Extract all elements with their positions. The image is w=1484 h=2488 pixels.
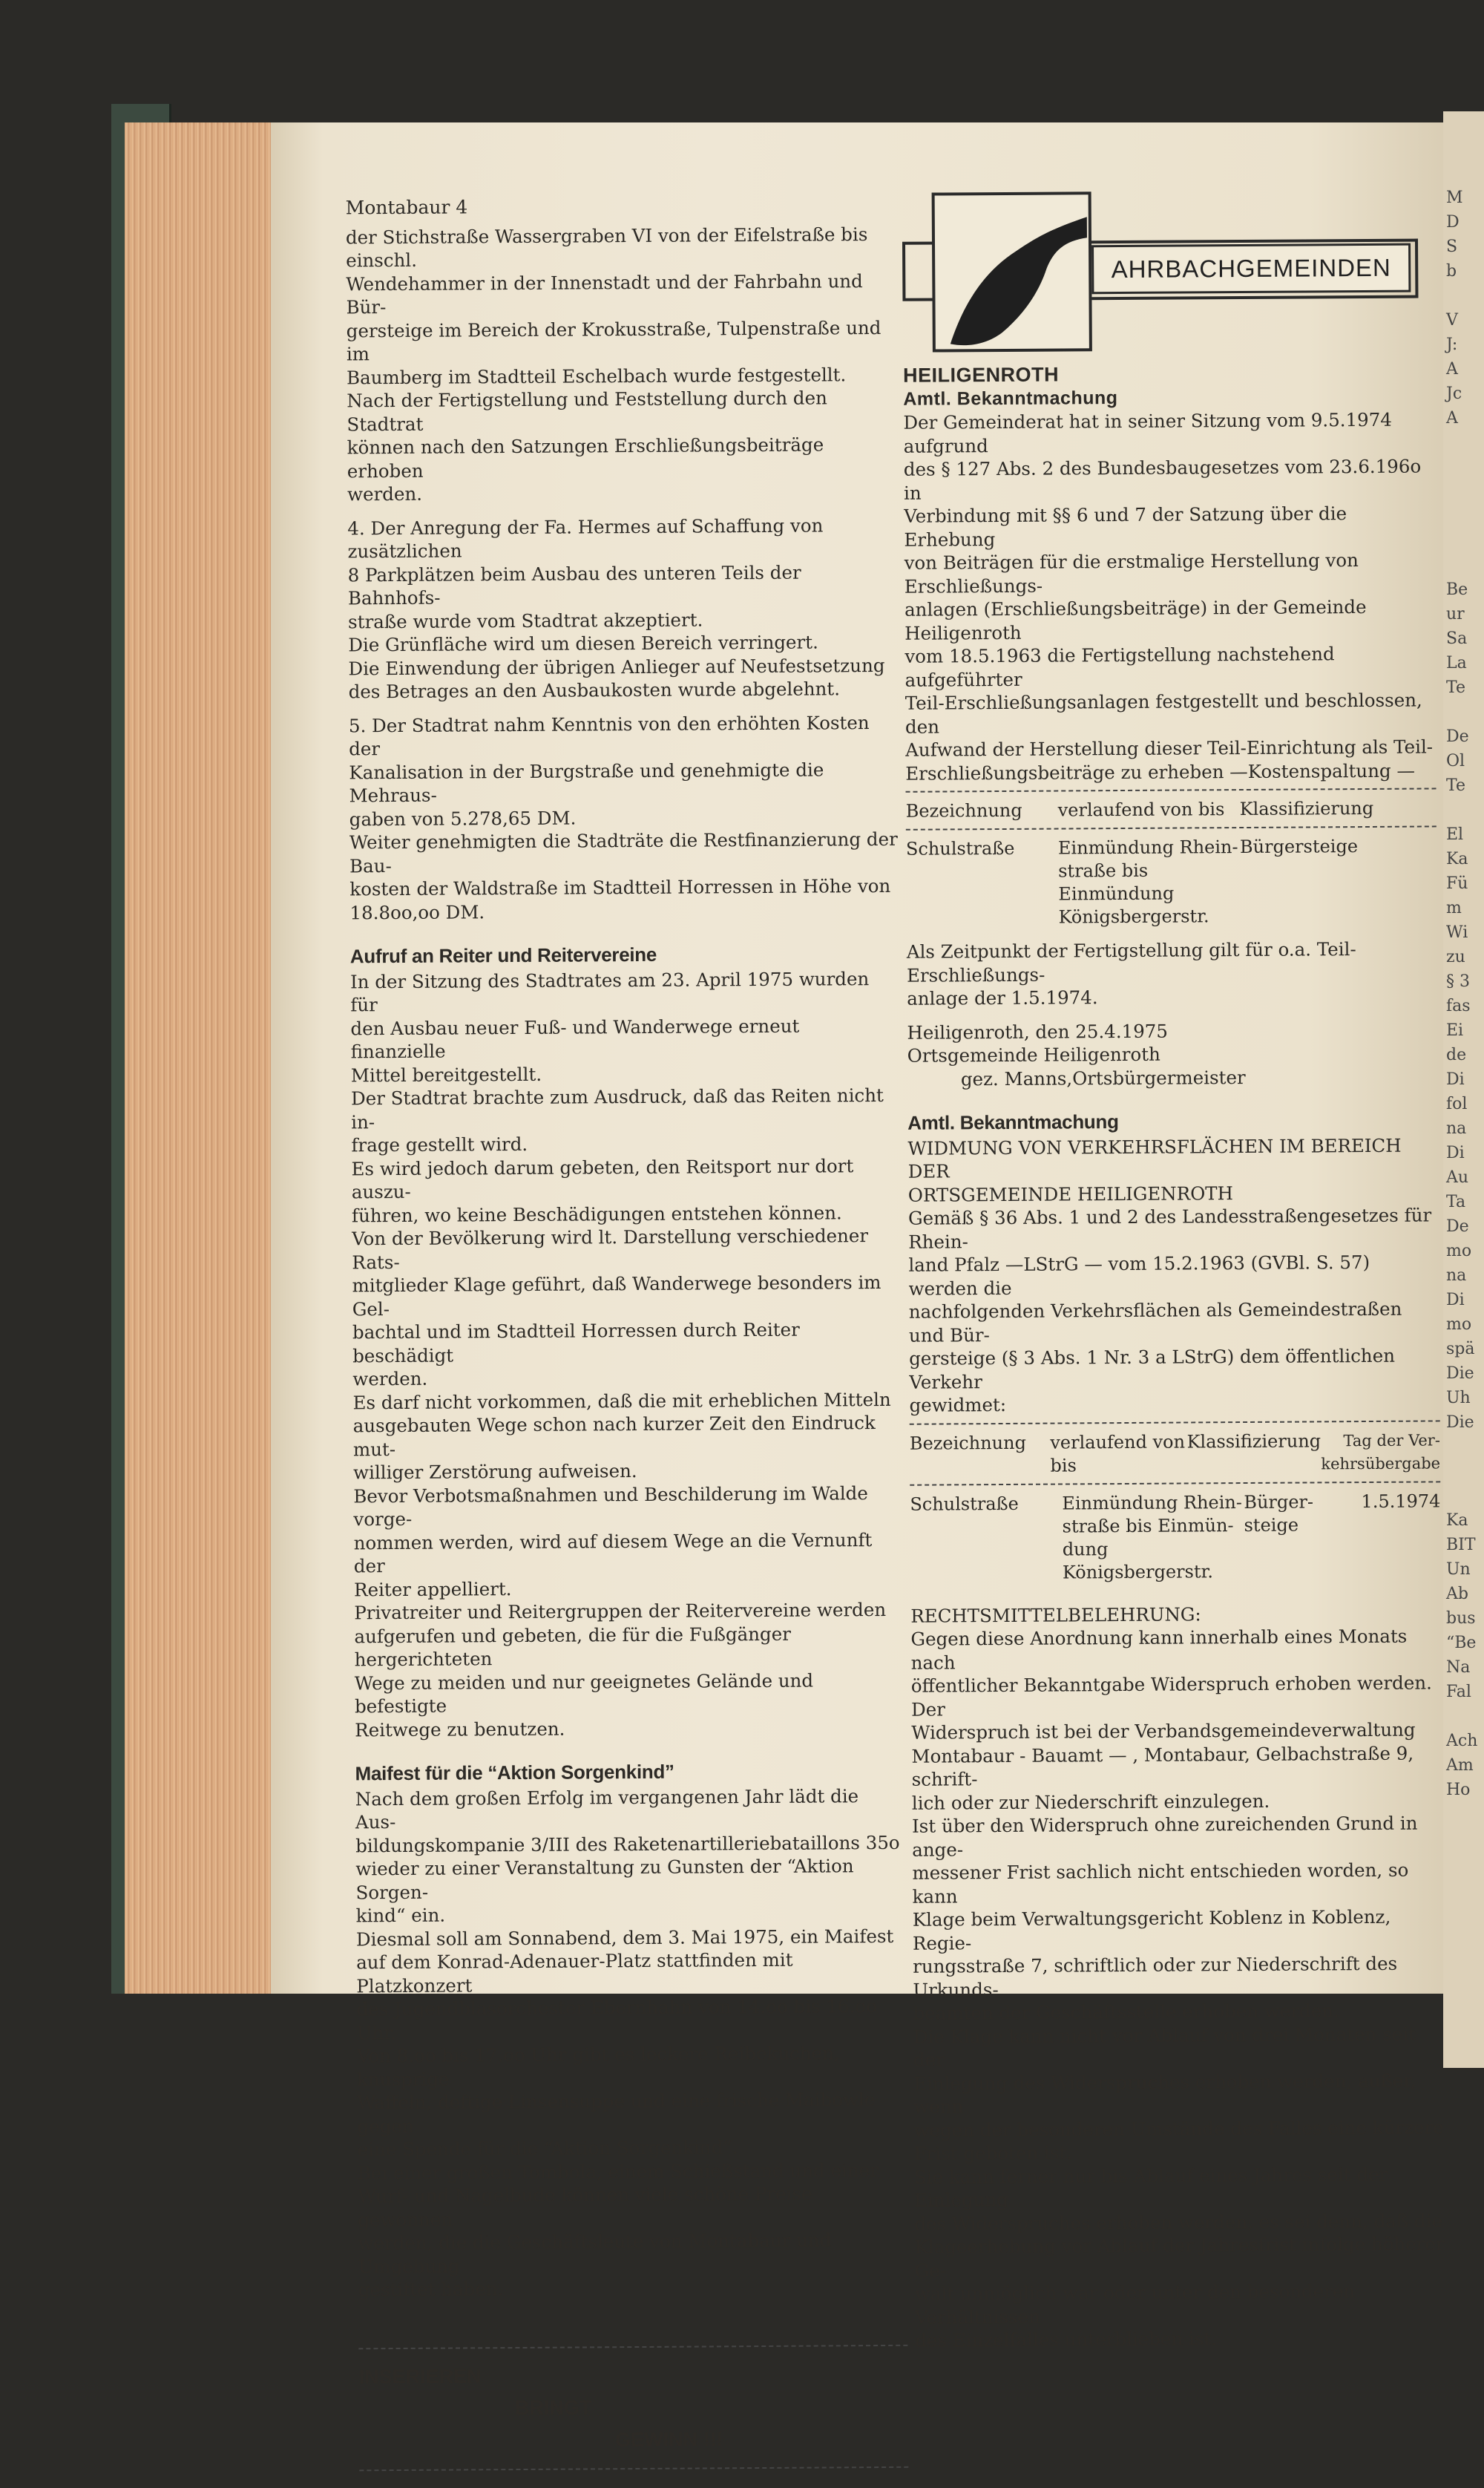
text-line: messener Frist sachlich nicht entschieden worden, so kann <box>912 1859 1409 1908</box>
notice-1-text <box>903 407 1436 785</box>
text-line: gewidmet: <box>909 1393 1007 1416</box>
next-page-fragment <box>1443 553 1484 577</box>
aufruf-heading: Aufruf an Reiter und Reitervereine <box>349 943 657 968</box>
text-line: Ist über den Widerspruch ohne zureichenden Grund in ange- <box>911 1812 1418 1861</box>
next-page-fragment: M <box>1446 189 1463 207</box>
text-line: Von der Bevölkerung wird lt. Darstellung verschiedener Rats- <box>352 1225 869 1273</box>
text-line: Frist geboten ist. <box>913 2141 1073 2164</box>
next-page-fragment: Te <box>1446 678 1465 697</box>
page-edges <box>125 122 273 1994</box>
next-page-fragment: Au <box>1446 1168 1469 1187</box>
next-page-fragment: “Be <box>1446 1634 1477 1652</box>
ad-line: INSERIEREN <box>358 2364 482 2388</box>
text-line: des § 127 Abs. 2 des Bundesbaugesetzes vom 23.6.196o in <box>903 455 1422 504</box>
table-row <box>906 834 1437 929</box>
table-row <box>910 1490 1441 1585</box>
text-line: Der Gemeinderat hat in seiner Sitzung vom 9.5.1974 aufgrund <box>903 408 1392 457</box>
text-line: auf dem Konrad-Adenauer-Platz stattfinden mit Platzkonzert <box>356 1948 793 1997</box>
table-header: verlaufend von bis <box>1050 1431 1186 1476</box>
text-line: land Pfalz —LStrG — vom 15.2.1963 (GVBl. S. 57) werden die <box>908 1251 1370 1300</box>
cell-line: straße bis Einmün- <box>1062 1514 1234 1537</box>
cell-line: steige <box>1244 1514 1299 1536</box>
right-column <box>902 189 1446 2352</box>
text-line: Wege zu meiden und nur geeignetes Gelände und befestigte <box>354 1669 814 1718</box>
cell-line: straße bis Einmündung <box>1058 860 1175 905</box>
ahrbach-emblem <box>902 190 1419 360</box>
next-page-fragment: Di <box>1446 1291 1465 1309</box>
text-line: ausgebauten Wege schon nach kurzer Zeit den Eindruck mut- <box>352 1412 876 1460</box>
text-line: werden. <box>352 1367 428 1390</box>
next-page-fragment: na <box>1446 1119 1467 1138</box>
text-line: des Jugendblasorchester Ebernhahn von 14.oo bis 16.oo Uhr. <box>356 1995 878 2043</box>
text-line: In der Sitzung des Stadtrates am 23. April 1975 wurden für <box>349 967 870 1016</box>
text-line: der Stichstraße Wassergraben VI von der Eifelstraße bis einschl. <box>345 223 868 272</box>
river-logo-icon <box>935 194 1091 351</box>
text-line: Die Grünfläche wird um diesen Bereich verringert. <box>348 631 818 656</box>
next-page-fragment <box>1443 1459 1484 1484</box>
next-page-fragment: ur <box>1446 605 1465 623</box>
text-line: Widerspruch ist bei der Verbandsgemeindeverwaltung <box>911 1718 1416 1744</box>
text-line: Reitwege zu benutzen. <box>355 1718 565 1741</box>
table-cell: Bürgersteige <box>1239 836 1359 858</box>
next-page-fragment: m <box>1446 899 1462 917</box>
text-line: 8 Parkplätzen beim Ausbau des unteren Teils der Bahnhofs- <box>347 561 801 609</box>
aufruf-article <box>350 966 904 1741</box>
table-cell <box>1244 1490 1341 1583</box>
text-line: kind“ ein. <box>355 1904 446 1927</box>
next-page-fragment <box>1443 455 1484 479</box>
next-page-fragment <box>1443 284 1484 308</box>
text-line: 4. Der Anregung der Fa. Hermes auf Schaffung von zusätzlichen <box>347 514 824 563</box>
next-page-fragment: Un <box>1446 1560 1471 1579</box>
text-line: Aufwand der Herstellung dieser Teil-Einrichtung als Teil- <box>905 736 1434 761</box>
next-page-edge <box>1443 111 1484 2068</box>
intro-paragraph <box>346 222 896 506</box>
text-line: wieder zu einer Veranstaltung zu Gunsten der “Aktion Sorgen- <box>355 1855 854 1903</box>
next-page-fragment: De <box>1446 1217 1469 1236</box>
next-page-fragment: Fal <box>1446 1683 1471 1701</box>
newspaper-page <box>271 122 1447 2451</box>
next-page-fragment: fol <box>1446 1095 1468 1113</box>
text-line: anlage der 1.5.1974. <box>907 986 1098 1009</box>
next-page-fragment: Na <box>1446 1658 1471 1677</box>
text-line: beamten der Geschäftsstelle erhoben werden. <box>913 2000 1339 2024</box>
ad-line: BRINGT <box>514 2396 592 2420</box>
notice-1-table-body <box>906 834 1437 929</box>
text-line: öffentlicher Bekanntgabe Widerspruch erhoben werden. Der <box>910 1672 1432 1721</box>
text-line: von Beiträgen für die erstmalige Herstellung von Erschließungs- <box>904 549 1359 598</box>
text-line: nommen werden, wird auf diesem Wege an die Vernunft der <box>353 1528 873 1577</box>
text-line: gersteige (§ 3 Abs. 1 Nr. 3 a LStrG) dem öffentlichen Verkehr <box>909 1344 1396 1393</box>
text-line: Gemäß § 36 Abs. 1 und 2 des Landesstraßengesetzes für Rhein- <box>907 1204 1432 1253</box>
text-line: Bevor Verbotsmaßnahmen und Beschilderung im Walde vorge- <box>353 1482 868 1531</box>
notice-title: ORTSGEMEINDE HEILIGENROTH <box>907 1182 1234 1206</box>
text-line: rungsstraße 7, schriftlich oder zur Niederschrift des Urkunds- <box>913 1952 1398 2001</box>
next-page-fragment: Ei <box>1446 1021 1464 1040</box>
text-line: nachfolgenden Verkehrsflächen als Gemeindestraßen und Bür- <box>908 1297 1402 1346</box>
cell-line: dung Königsbergerstr. <box>1062 1538 1214 1583</box>
region-label: AHRBACHGEMEINDEN <box>1091 243 1411 295</box>
next-page-fragment: Ab <box>1446 1585 1468 1603</box>
text-line: Einlegung des Widerspruches erhoben werden, außer, wenn <box>913 2069 1416 2118</box>
text-line: Wendehammer in der Innenstadt und der Fahrbahn und Bür- <box>346 269 863 318</box>
notice-1-footer <box>907 937 1438 1090</box>
next-page-fragment: La <box>1446 654 1467 672</box>
maifest-heading: Maifest für die “Aktion Sorgenkind” <box>355 1760 674 1785</box>
item-5 <box>349 710 899 924</box>
next-page-fragment <box>1443 504 1484 528</box>
text-line: Teil-Erschließungsanlagen festgestellt und beschlossen, den <box>904 689 1422 738</box>
table-header: Tag der Ver-kehrsübergabe <box>1321 1430 1441 1473</box>
next-page-fragment: Ta <box>1446 1193 1466 1211</box>
text-line: gaben von 5.278,65 DM. <box>349 807 577 830</box>
next-page-fragment: zu <box>1446 948 1465 966</box>
text-line: Als Zeitpunkt der Fertigstellung gilt für o.a. Teil-Erschließungs- <box>906 938 1356 986</box>
dashed-divider <box>910 1481 1440 1485</box>
table-cell: Schulstraße <box>910 1493 1019 1515</box>
table-cell <box>1062 1491 1244 1584</box>
next-page-fragment: Ol <box>1446 752 1465 770</box>
text-line: gestiftet haben. <box>358 2278 504 2301</box>
next-page-fragment: Te <box>1446 776 1465 795</box>
text-line: Von 8.oo bis 17.oo Uhr gibt es leckere Reibekuchen, knusprige <box>356 2042 840 2090</box>
text-line: Reiter appelliert. <box>353 1577 512 1600</box>
next-page-fragment: mo <box>1446 1315 1472 1334</box>
dashed-divider <box>359 2466 908 2472</box>
next-page-fragment: Jc <box>1446 384 1462 403</box>
text-line: Es darf nicht vorkommen, daß die mit erheblichen Mitteln <box>352 1388 891 1413</box>
cell-line: Einmündung Rhein- <box>1057 837 1238 859</box>
next-page-fragment <box>1443 700 1484 724</box>
next-page-fragment: Ho <box>1446 1781 1471 1799</box>
text-line: des Einzelfalles unterblieben ist. <box>915 2328 1218 2351</box>
text-line: Waffeln, deftige Linsensuppe und eine frische Maibowle gegen <box>357 2089 876 2137</box>
next-page-fragment: Am <box>1446 1756 1474 1775</box>
table-cell: Schulstraße <box>905 837 1015 860</box>
section-heading: RECHTSMITTELBELEHRUNG: <box>910 1603 1201 1627</box>
text-line: Sie kann ferner nur bis Ablauf eines Jahres seit der Einlegung <box>913 2163 1388 2211</box>
next-page-fragment: Die <box>1446 1413 1474 1432</box>
text-line: bachtal und im Stadtteil Horressen durch Reiter beschädigt <box>352 1318 800 1366</box>
next-page-fragment <box>1443 798 1484 822</box>
notice-2-table <box>910 1429 1440 1478</box>
text-line: Gegen diese Anordnung kann innerhalb eines Monats nach <box>910 1625 1408 1674</box>
text-line: des Widerspruches erhoben werden, es sei denn, daß die <box>914 2209 1443 2235</box>
text-line: walt unmöglich war oder unter den besonderen Verhältnissen <box>914 2280 1356 2328</box>
cell-line: Einmündung Rhein- <box>1062 1491 1243 1514</box>
text-line: straße wurde vom Stadtrat akzeptiert. <box>348 608 703 632</box>
next-page-fragment: Uh <box>1446 1389 1471 1407</box>
ad-line: GEWINN !!! <box>614 2427 723 2451</box>
text-line: mitglieder Klage geführt, daß Wanderwege besonders im Gel- <box>352 1271 881 1320</box>
next-page-fragment: S <box>1446 238 1458 256</box>
notice-1-table <box>906 796 1437 822</box>
text-line: 18.8oo,oo DM. <box>349 900 485 923</box>
signature: gez. Manns,Ortsbürgermeister <box>960 1066 1246 1090</box>
table-header: Bezeichnung <box>905 799 1022 822</box>
next-page-fragment: A <box>1446 409 1458 428</box>
text-line: williger Zerstörung aufweisen. <box>353 1460 637 1484</box>
next-page-fragment: El <box>1446 825 1464 844</box>
text-line: werden, die die Geschäftsleute von Montabaur und Umgebung <box>358 2229 832 2277</box>
text-line: Wurf- und Nagelbude können viele schöne Preise gewonnen <box>357 2182 812 2230</box>
place-heading: HEILIGENROTH <box>903 363 1060 387</box>
next-page-fragment: Sa <box>1446 629 1468 648</box>
next-page-fragment: Wi <box>1446 923 1468 942</box>
cell-line: Bürger- <box>1244 1490 1314 1513</box>
text-line: Es wird jedoch darum gebeten, den Reitsport nur dort auszu- <box>351 1154 854 1203</box>
table-header: verlaufend von bis <box>1057 799 1225 821</box>
text-line: Klageerhebung vor Ablauf der Jahresfrist infolge höherer Ge- <box>914 2233 1445 2282</box>
rechtsmittel-section <box>910 1601 1445 2352</box>
text-line: führen, wo keine Beschädigungen entstehen können. <box>351 1201 842 1226</box>
next-page-fragment: V <box>1446 311 1458 330</box>
text-line: vom 18.5.1963 die Fertigstellung nachstehend aufgeführter <box>904 643 1335 691</box>
maifest-article <box>355 1784 907 2302</box>
table-header-row <box>910 1429 1440 1478</box>
next-page-fragment: J: <box>1446 335 1458 354</box>
next-page-fragment: Die <box>1446 1364 1474 1383</box>
next-page-fragment: na <box>1446 1266 1467 1285</box>
next-page-fragment: b <box>1446 262 1457 281</box>
text-line: Montabaur - Bauamt — , Montabaur, Gelbachstraße 9, schrift- <box>911 1742 1414 1790</box>
next-page-fragment: BIT <box>1446 1536 1476 1554</box>
text-line: Der Stadtrat brachte zum Ausdruck, daß das Reiten nicht in- <box>350 1084 884 1133</box>
next-page-fragment: § 3 <box>1446 972 1470 991</box>
text-line: Diesmal soll am Sonnabend, dem 3. Mai 1975, ein Maifest <box>355 1925 894 1950</box>
next-page-fragment <box>1443 1435 1484 1459</box>
text-line: Nach der Fertigstellung und Feststellung durch den Stadtrat <box>347 387 827 435</box>
next-page-fragment <box>1443 1704 1484 1729</box>
dashed-divider <box>358 2344 907 2349</box>
next-page-fragment: Di <box>1446 1070 1465 1089</box>
next-page-fragment: D <box>1446 213 1460 232</box>
text-line: werden. <box>347 482 423 505</box>
text-line: gersteige im Bereich der Krokusstraße, Tulpenstraße und im <box>346 316 881 365</box>
text-line: Erschließungsbeiträge zu erheben —Kostenspaltung — <box>905 759 1416 785</box>
next-page-fragment: de <box>1446 1046 1467 1064</box>
text-line: Die Klage kann nicht vor Ablauf von drei Monaten seit der <box>913 2023 1416 2071</box>
notice-2-table-body <box>910 1490 1441 1585</box>
text-line: Nach dem großen Erfolg im vergangenen Jahr lädt die Aus- <box>355 1784 859 1833</box>
dashed-divider <box>910 1420 1440 1424</box>
next-page-fragment <box>1443 528 1484 553</box>
notice-2-text <box>907 1133 1439 1417</box>
text-line: des Betrages an den Ausbaukosten wurde abgelehnt. <box>348 678 841 703</box>
next-page-fragment: bus <box>1446 1609 1476 1628</box>
dashed-divider <box>906 825 1437 830</box>
next-page-fragment: De <box>1446 727 1469 746</box>
next-page-fragment: Ach <box>1446 1732 1478 1750</box>
cell-line: Königsbergerstr. <box>1058 906 1209 928</box>
text-line: bildungskompanie 3/III des Raketenartilleriebataillons 35o <box>355 1831 900 1856</box>
next-page-fragment: Ka <box>1446 850 1468 868</box>
text-line: kosten der Waldstraße im Stadtteil Horressen in Höhe von <box>349 874 891 900</box>
text-line: Mittel bereitgestellt. <box>350 1063 542 1086</box>
notice-title: WIDMUNG VON VERKEHRSFLÄCHEN IM BEREICH DER <box>907 1134 1402 1182</box>
next-page-fragment: Be <box>1446 580 1468 599</box>
next-page-fragment: fas <box>1446 997 1471 1015</box>
next-page-fragment: Di <box>1446 1144 1465 1162</box>
text-line: wegen der besonderen Umstände des Falles eine kürzere <box>913 2115 1444 2141</box>
table-header-row <box>906 796 1437 822</box>
table-cell: 1.5.1974 <box>1361 1490 1441 1512</box>
table-header: Klassifizierung <box>1239 797 1374 820</box>
signature-org: Ortsgemeinde Heiligenroth <box>907 1043 1160 1067</box>
table-header: Bezeichnung <box>909 1432 1026 1454</box>
text-line: Bei einer großen Tombola, einem Schießstand und einer <box>357 2158 879 2184</box>
item-4 <box>347 513 898 704</box>
next-page-fragment: A <box>1446 360 1458 379</box>
place-date: Heiligenroth, den 25.4.1975 <box>907 1020 1169 1044</box>
text-line: Kanalisation in der Burgstraße und genehmigte die Mehraus- <box>349 758 824 807</box>
text-line: anlagen (Erschließungsbeiträge) in der Gemeinde Heiligenroth <box>904 595 1367 644</box>
next-page-fragment: mo <box>1446 1242 1472 1260</box>
left-column <box>346 193 909 2487</box>
text-line: eine Spende für die “Aktion Sorgenkind“. <box>357 2136 738 2161</box>
dashed-divider <box>906 788 1437 792</box>
notice-heading: Amtl. Bekanntmachung <box>907 1110 1119 1134</box>
next-page-fragment: Fü <box>1446 874 1468 893</box>
text-line: Klage beim Verwaltungsgericht Koblenz in Koblenz, Regie- <box>912 1905 1391 1954</box>
next-page-fragment: Ka <box>1446 1511 1468 1530</box>
text-line: den Ausbau neuer Fuß- und Wanderwege erneut finanzielle <box>350 1015 800 1063</box>
next-page-fragment <box>1443 1484 1484 1508</box>
text-line: Weiter genehmigten die Stadträte die Restfinanzierung der Bau- <box>349 828 898 877</box>
next-page-fragment <box>1443 479 1484 504</box>
text-line: Verbindung mit §§ 6 und 7 der Satzung über die Erhebung <box>904 502 1347 551</box>
text-line: Die Einwendung der übrigen Anlieger auf Neufestsetzung <box>348 654 885 679</box>
table-header: Klassifizierung <box>1186 1430 1322 1452</box>
inserieren-ad <box>358 2362 908 2453</box>
text-line: Baumberg im Stadtteil Eschelbach wurde festgestellt. <box>347 363 847 388</box>
text-line: aufgerufen und gebeten, die für die Fußgänger hergerichteten <box>354 1623 791 1671</box>
table-cell <box>1058 836 1241 929</box>
text-line: lich oder zur Niederschrift einzulegen. <box>911 1790 1270 1814</box>
text-line: 5. Der Stadtrat nahm Kenntnis von den erhöhten Kosten der <box>348 711 870 760</box>
next-page-fragment <box>1443 431 1484 455</box>
text-line: können nach den Satzungen Erschließungsbeiträge erhoben <box>347 433 824 482</box>
next-page-fragment: spä <box>1446 1340 1475 1358</box>
text-line: frage gestellt wird. <box>351 1133 528 1156</box>
page-content <box>271 115 1458 2451</box>
text-line: Privatreiter und Reitergruppen der Reitervereine werden <box>354 1598 887 1624</box>
notice-heading: Amtl. Bekanntmachung <box>903 387 1118 410</box>
running-head: Montabaur 4 <box>345 196 468 219</box>
